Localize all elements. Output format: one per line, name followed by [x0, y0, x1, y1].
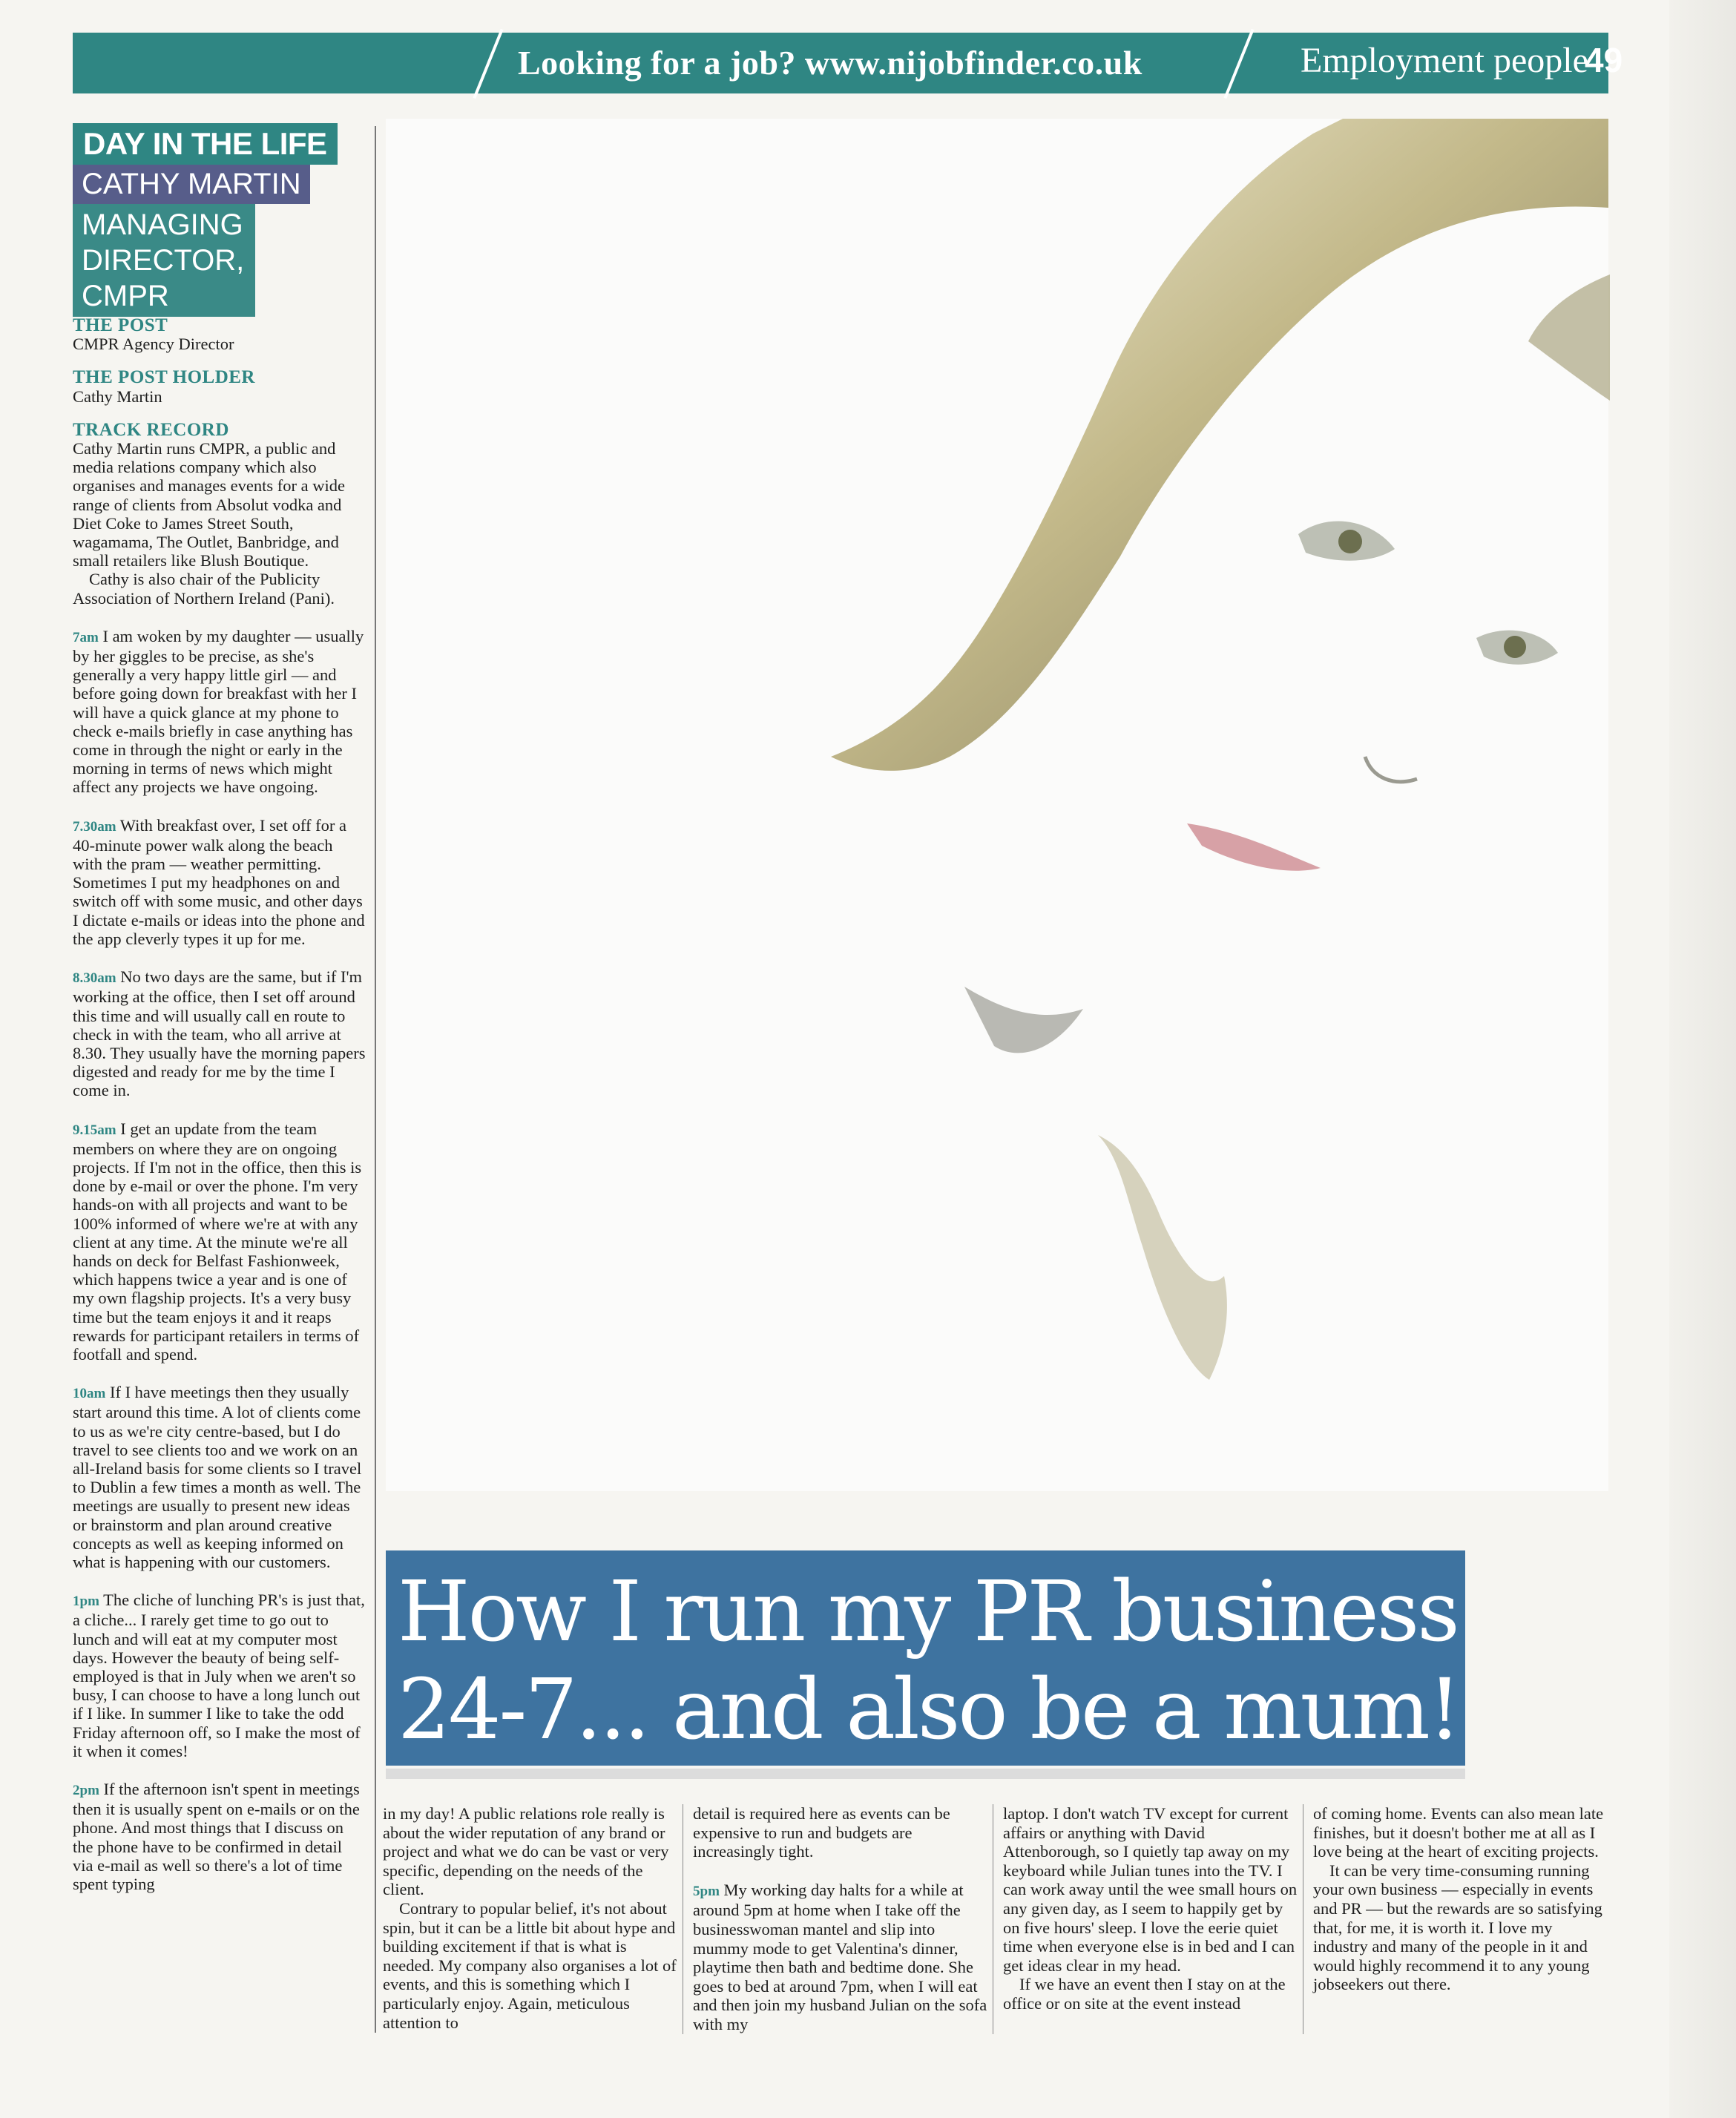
subject-name: CATHY MARTIN — [73, 165, 310, 204]
day-in-the-life-kicker — [73, 123, 338, 317]
entry-time: 7am — [73, 629, 99, 645]
iris-left — [1338, 530, 1362, 553]
column-rule — [375, 126, 376, 2033]
post-holder-heading: THE POST HOLDER — [73, 367, 255, 388]
entry-text: If I have meetings then they usually start around this time. A lot of clients come to us as we're city centre-based, but I do travel to see clients too and we work on an all-Ireland basis for some clients so I travel to Dublin a few times a month as well. The meetings are usually to present new ideas or brainstorm and plan around creative concepts as well as keeping informed on what is happening with our customers. — [73, 1383, 362, 1571]
body-column-3 — [1003, 1804, 1300, 2013]
page-number: 49 — [1585, 41, 1623, 79]
body-paragraph: detail is required here as events can be expensive to run and budgets are increasingly tight. — [693, 1804, 950, 1861]
entry-text: I am woken by my daughter — usually by her giggles to be precise, as she's generally a very happy little girl — and before going down for breakfast with her I will have a quick glance at my phone to check e-mails briefly in case anything has come in through the night or early in the morning in terms of news which might affect any projects we have ongoing. — [73, 626, 364, 797]
headline-underline — [386, 1769, 1465, 1779]
entry-text: The cliche of lunching PR's is just that, a cliche... I rarely get time to go out to lunch and will eat at my computer most days. However the beauty of being self-employed is that in July when we aren't so busy, I can choose to have a long lunch out if I like. In summer I like to take the odd Friday afternoon off, so I make the most of it when it comes! — [73, 1591, 365, 1760]
body-paragraph: If we have an event then I stay on at the office or on site at the event instead — [1003, 1975, 1286, 2013]
body-paragraph: My working day halts for a while at around 5pm at home when I take off the businesswoman mantel and slip into mummy mode to get Valentina's dinner, playtime then bath and bedtime done. She goes to bed at around 7pm, when I will eat and then join my husband Julian on the sofa with my — [693, 1880, 987, 2033]
timeline-entry — [73, 1119, 366, 1364]
timeline-entry — [73, 1383, 366, 1571]
entry-text: No two days are the same, but if I'm working at the office, then I set off around this time and will usually call en route to check in with the team, who all arrive at 8.30. They usually have the morning papers digested and ready for me by the time I come in. — [73, 967, 366, 1100]
iris-right — [1504, 636, 1526, 658]
job-site-strapline: Looking for a job? www.nijobfinder.co.uk — [518, 44, 1142, 82]
body-paragraph: It can be very time-consuming running your own business — especially in events and PR — but the rewards are so satisfying that, for me, it is worth it. I love my industry and many of the people in it and would highly recommend it to any young jobseekers out there. — [1313, 1861, 1602, 1994]
role-line-2: DIRECTOR, CMPR — [82, 244, 245, 312]
post-value: CMPR Agency Director — [73, 335, 234, 354]
portrait-photo — [386, 119, 1608, 1491]
feature-tag: DAY IN THE LIFE — [73, 123, 338, 165]
role-line-1: MANAGING — [82, 208, 243, 241]
timeline-entry — [73, 816, 366, 948]
entry-text: I get an update from the team members on where they are on ongoing projects. If I'm not in the office, then this is done by e-mail or over the phone. I'm very hands-on with all projects and want to be 100% informed of where we're at with any client at any time. At the minute we're all hands on deck for Belfast Fashionweek, which happens twice a year and is one of my own flagship projects. It's a very busy time but the team enjoys it and it reaps rewards for participant retailers in terms of footfall and spend. — [73, 1119, 362, 1364]
timeline-entry — [73, 1780, 366, 1893]
track-record-text-2: Cathy is also chair of the Publicity Association of Northern Ireland (Pani). — [73, 570, 335, 608]
entry-time: 5pm — [693, 1883, 720, 1899]
timeline-entry — [73, 1591, 366, 1760]
page-edge — [1669, 0, 1736, 2118]
body-column-2 — [693, 1804, 990, 2034]
post-heading: THE POST — [73, 315, 168, 335]
body-paragraph: of coming home. Events can also mean late finishes, but it doesn't bother me at all as I love being at the heart of exciting projects. — [1313, 1804, 1604, 1861]
masthead-bar — [73, 33, 1623, 93]
body-column-4 — [1313, 1804, 1610, 1994]
headline-line-2: 24-7... and also be a mum! — [398, 1662, 1459, 1758]
entry-time: 7.30am — [73, 818, 116, 835]
entry-time: 1pm — [73, 1594, 99, 1610]
section-name: Employment people — [1301, 41, 1588, 80]
headline-box — [386, 1550, 1465, 1766]
subject-role — [73, 204, 255, 317]
body-column-1 — [383, 1804, 680, 2032]
body-paragraph: Contrary to popular belief, it's not about spin, but it can be a little bit about hype and building excitement if that is what is needed. My company also organises a lot of events, and this is something which I particularly enjoy. Again, meticulous attention to — [383, 1898, 677, 2032]
photo-background — [386, 119, 1608, 1491]
body-paragraph: laptop. I don't watch TV except for current affairs or anything with David Attenborough, so I quietly tap away on my keyboard while Julian tunes into the TV. I can work away until the wee small hours on any given day, as I seem to happily get by on five hours' sleep. I love the eerie quiet time when everyone else is in bed and I can get ideas clear in my head. — [1003, 1804, 1298, 1975]
post-holder-value: Cathy Martin — [73, 387, 162, 406]
track-record-heading: TRACK RECORD — [73, 419, 229, 440]
headline-line-1: How I run my PR business — [398, 1564, 1458, 1660]
slash-divider-2 — [1223, 29, 1254, 99]
entry-text: With breakfast over, I set off for a 40-minute power walk along the beach with the pram — weather permitting. Sometimes I put my headphones on and switch off with some music, and other days I dictate e-mails or ideas into the phone and the app cleverly types it up for me. — [73, 815, 365, 948]
slash-divider-1 — [473, 29, 503, 99]
entry-text: If the afternoon isn't spent in meetings then it is usually spent on e-mails or on the phone. And most things that I discuss on the phone have to be confirmed in detail via e-mail as well so there's a lot of time spent typing — [73, 1780, 360, 1894]
timeline-entry — [73, 967, 366, 1099]
entry-time: 8.30am — [73, 970, 116, 987]
body-paragraph: in my day! A public relations role really is about the wider reputation of any brand or project and what we do can be vast or very specific, depending on the needs of the client. — [383, 1804, 669, 1899]
entry-time: 10am — [73, 1386, 106, 1402]
profile-sidebar — [73, 313, 366, 1913]
track-record-text: Cathy Martin runs CMPR, a public and media relations company which also organises and manages events for a wide range of clients from Absolut vodka and Diet Coke to James Street South, wagamama, The Outlet, Banbridge, and small retailers like Blush Boutique. — [73, 439, 345, 570]
entry-time: 2pm — [73, 1783, 99, 1799]
timeline-entry — [73, 627, 366, 797]
entry-time: 9.15am — [73, 1122, 116, 1138]
